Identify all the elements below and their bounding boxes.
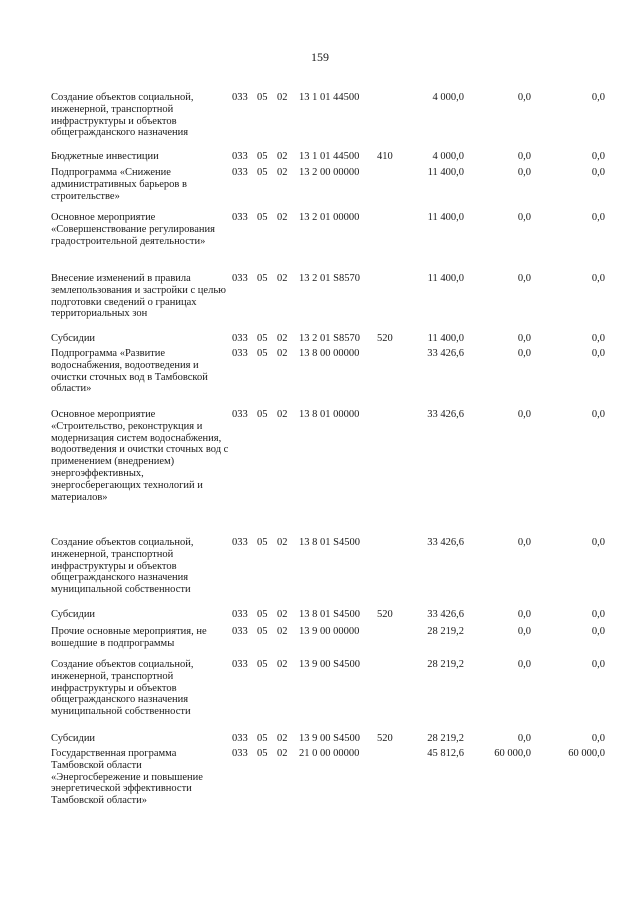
col-expense-type: 520: [377, 609, 393, 620]
col-subsection: 02: [277, 167, 288, 178]
col-amount-3: 0,0: [591, 212, 605, 223]
col-amount-3: 0,0: [591, 626, 605, 637]
col-amount-1: 11 400,0: [427, 212, 464, 223]
row-name: Основное мероприятие «Совершенствование регулирования градостроительной деятельности»: [51, 212, 215, 247]
col-amount-2: 0,0: [517, 733, 531, 744]
col-amount-3: 0,0: [591, 733, 605, 744]
row-name: Основное мероприятие «Строительство, реконструкция и модернизация систем водоснабжения, водоотведения и очистки сточных вод с применением (внедрением) энергоэффективных, энергосберегающих технологий и материалов»: [51, 409, 229, 503]
row-name: Субсидии: [51, 609, 96, 620]
col-section: 05: [257, 609, 268, 620]
col-amount-3: 60 000,0: [568, 748, 605, 759]
col-target-article: 13 8 01 S4500: [299, 609, 360, 620]
col-section: 05: [257, 409, 268, 420]
row-name: Создание объектов социальной, инженерной, транспортной инфраструктуры и объектов общегражданского назначения: [51, 92, 194, 139]
col-section: 05: [257, 659, 268, 670]
row-name: Субсидии: [51, 733, 96, 744]
col-subsection: 02: [277, 537, 288, 548]
col-target-article: 13 8 00 00000: [299, 348, 360, 359]
col-amount-3: 0,0: [591, 333, 605, 344]
col-section: 05: [257, 748, 268, 759]
col-amount-2: 0,0: [517, 92, 531, 103]
col-subsection: 02: [277, 748, 288, 759]
col-ved: 033: [232, 333, 248, 344]
col-ved: 033: [232, 659, 248, 670]
col-ved: 033: [232, 409, 248, 420]
col-ved: 033: [232, 167, 248, 178]
col-amount-2: 60 000,0: [494, 748, 531, 759]
col-subsection: 02: [277, 409, 288, 420]
col-amount-3: 0,0: [591, 167, 605, 178]
col-subsection: 02: [277, 609, 288, 620]
col-subsection: 02: [277, 212, 288, 223]
col-subsection: 02: [277, 273, 288, 284]
col-subsection: 02: [277, 92, 288, 103]
col-subsection: 02: [277, 733, 288, 744]
col-section: 05: [257, 167, 268, 178]
col-amount-2: 0,0: [517, 212, 531, 223]
col-amount-2: 0,0: [517, 609, 531, 620]
col-target-article: 13 2 00 00000: [299, 167, 360, 178]
col-amount-1: 33 426,6: [427, 537, 464, 548]
col-target-article: 13 8 01 00000: [299, 409, 360, 420]
col-target-article: 13 9 00 S4500: [299, 733, 360, 744]
col-target-article: 13 1 01 44500: [299, 151, 360, 162]
col-amount-1: 11 400,0: [427, 333, 464, 344]
col-amount-3: 0,0: [591, 659, 605, 670]
col-ved: 033: [232, 212, 248, 223]
col-amount-2: 0,0: [517, 348, 531, 359]
col-ved: 033: [232, 626, 248, 637]
col-section: 05: [257, 92, 268, 103]
col-section: 05: [257, 537, 268, 548]
col-subsection: 02: [277, 659, 288, 670]
row-name: Субсидии: [51, 333, 96, 344]
col-section: 05: [257, 151, 268, 162]
col-target-article: 13 2 01 S8570: [299, 273, 360, 284]
col-amount-2: 0,0: [517, 151, 531, 162]
col-subsection: 02: [277, 151, 288, 162]
col-amount-2: 0,0: [517, 167, 531, 178]
page-number: 159: [311, 50, 329, 64]
row-name: Прочие основные мероприятия, не вошедшие в подпрограммы: [51, 626, 207, 649]
col-amount-1: 28 219,2: [427, 659, 464, 670]
col-amount-3: 0,0: [591, 537, 605, 548]
col-section: 05: [257, 348, 268, 359]
col-expense-type: 520: [377, 333, 393, 344]
col-amount-1: 45 812,6: [427, 748, 464, 759]
row-name: Подпрограмма «Развитие водоснабжения, водоотведения и очистки сточных вод в Тамбовской области»: [51, 348, 208, 395]
col-subsection: 02: [277, 626, 288, 637]
col-ved: 033: [232, 609, 248, 620]
col-target-article: 13 2 01 00000: [299, 212, 360, 223]
row-name: Подпрограмма «Снижение административных барьеров в строительстве»: [51, 167, 187, 202]
col-ved: 033: [232, 92, 248, 103]
col-amount-1: 33 426,6: [427, 409, 464, 420]
col-target-article: 13 2 01 S8570: [299, 333, 360, 344]
col-target-article: 13 8 01 S4500: [299, 537, 360, 548]
col-section: 05: [257, 333, 268, 344]
row-name: Бюджетные инвестиции: [51, 151, 159, 162]
col-amount-1: 28 219,2: [427, 626, 464, 637]
col-amount-1: 33 426,6: [427, 609, 464, 620]
col-subsection: 02: [277, 333, 288, 344]
col-amount-3: 0,0: [591, 151, 605, 162]
col-amount-3: 0,0: [591, 92, 605, 103]
col-ved: 033: [232, 273, 248, 284]
col-ved: 033: [232, 151, 248, 162]
col-amount-1: 11 400,0: [427, 167, 464, 178]
row-name: Внесение изменений в правила землепользования и застройки с целью подготовки сведений о границах территориальных зон: [51, 273, 226, 320]
col-ved: 033: [232, 537, 248, 548]
col-ved: 033: [232, 733, 248, 744]
col-target-article: 13 1 01 44500: [299, 92, 360, 103]
col-target-article: 21 0 00 00000: [299, 748, 360, 759]
col-amount-3: 0,0: [591, 348, 605, 359]
row-name: Государственная программа Тамбовской области «Энергосбережение и повышение энергетической эффективности Тамбовской области»: [51, 748, 203, 807]
col-expense-type: 410: [377, 151, 393, 162]
col-section: 05: [257, 626, 268, 637]
col-section: 05: [257, 733, 268, 744]
col-amount-3: 0,0: [591, 609, 605, 620]
col-amount-2: 0,0: [517, 333, 531, 344]
col-amount-2: 0,0: [517, 626, 531, 637]
col-amount-1: 28 219,2: [427, 733, 464, 744]
col-section: 05: [257, 212, 268, 223]
col-amount-1: 11 400,0: [427, 273, 464, 284]
col-amount-3: 0,0: [591, 273, 605, 284]
col-target-article: 13 9 00 00000: [299, 626, 360, 637]
col-expense-type: 520: [377, 733, 393, 744]
col-ved: 033: [232, 348, 248, 359]
col-subsection: 02: [277, 348, 288, 359]
col-target-article: 13 9 00 S4500: [299, 659, 360, 670]
row-name: Создание объектов социальной, инженерной, транспортной инфраструктуры и объектов общегражданского назначения муниципальной собственности: [51, 537, 194, 596]
col-amount-2: 0,0: [517, 409, 531, 420]
col-amount-1: 4 000,0: [432, 151, 464, 162]
col-amount-1: 33 426,6: [427, 348, 464, 359]
row-name: Создание объектов социальной, инженерной, транспортной инфраструктуры и объектов общегражданского назначения муниципальной собственности: [51, 659, 194, 718]
col-ved: 033: [232, 748, 248, 759]
col-amount-3: 0,0: [591, 409, 605, 420]
col-section: 05: [257, 273, 268, 284]
col-amount-2: 0,0: [517, 537, 531, 548]
col-amount-2: 0,0: [517, 273, 531, 284]
col-amount-2: 0,0: [517, 659, 531, 670]
col-amount-1: 4 000,0: [432, 92, 464, 103]
